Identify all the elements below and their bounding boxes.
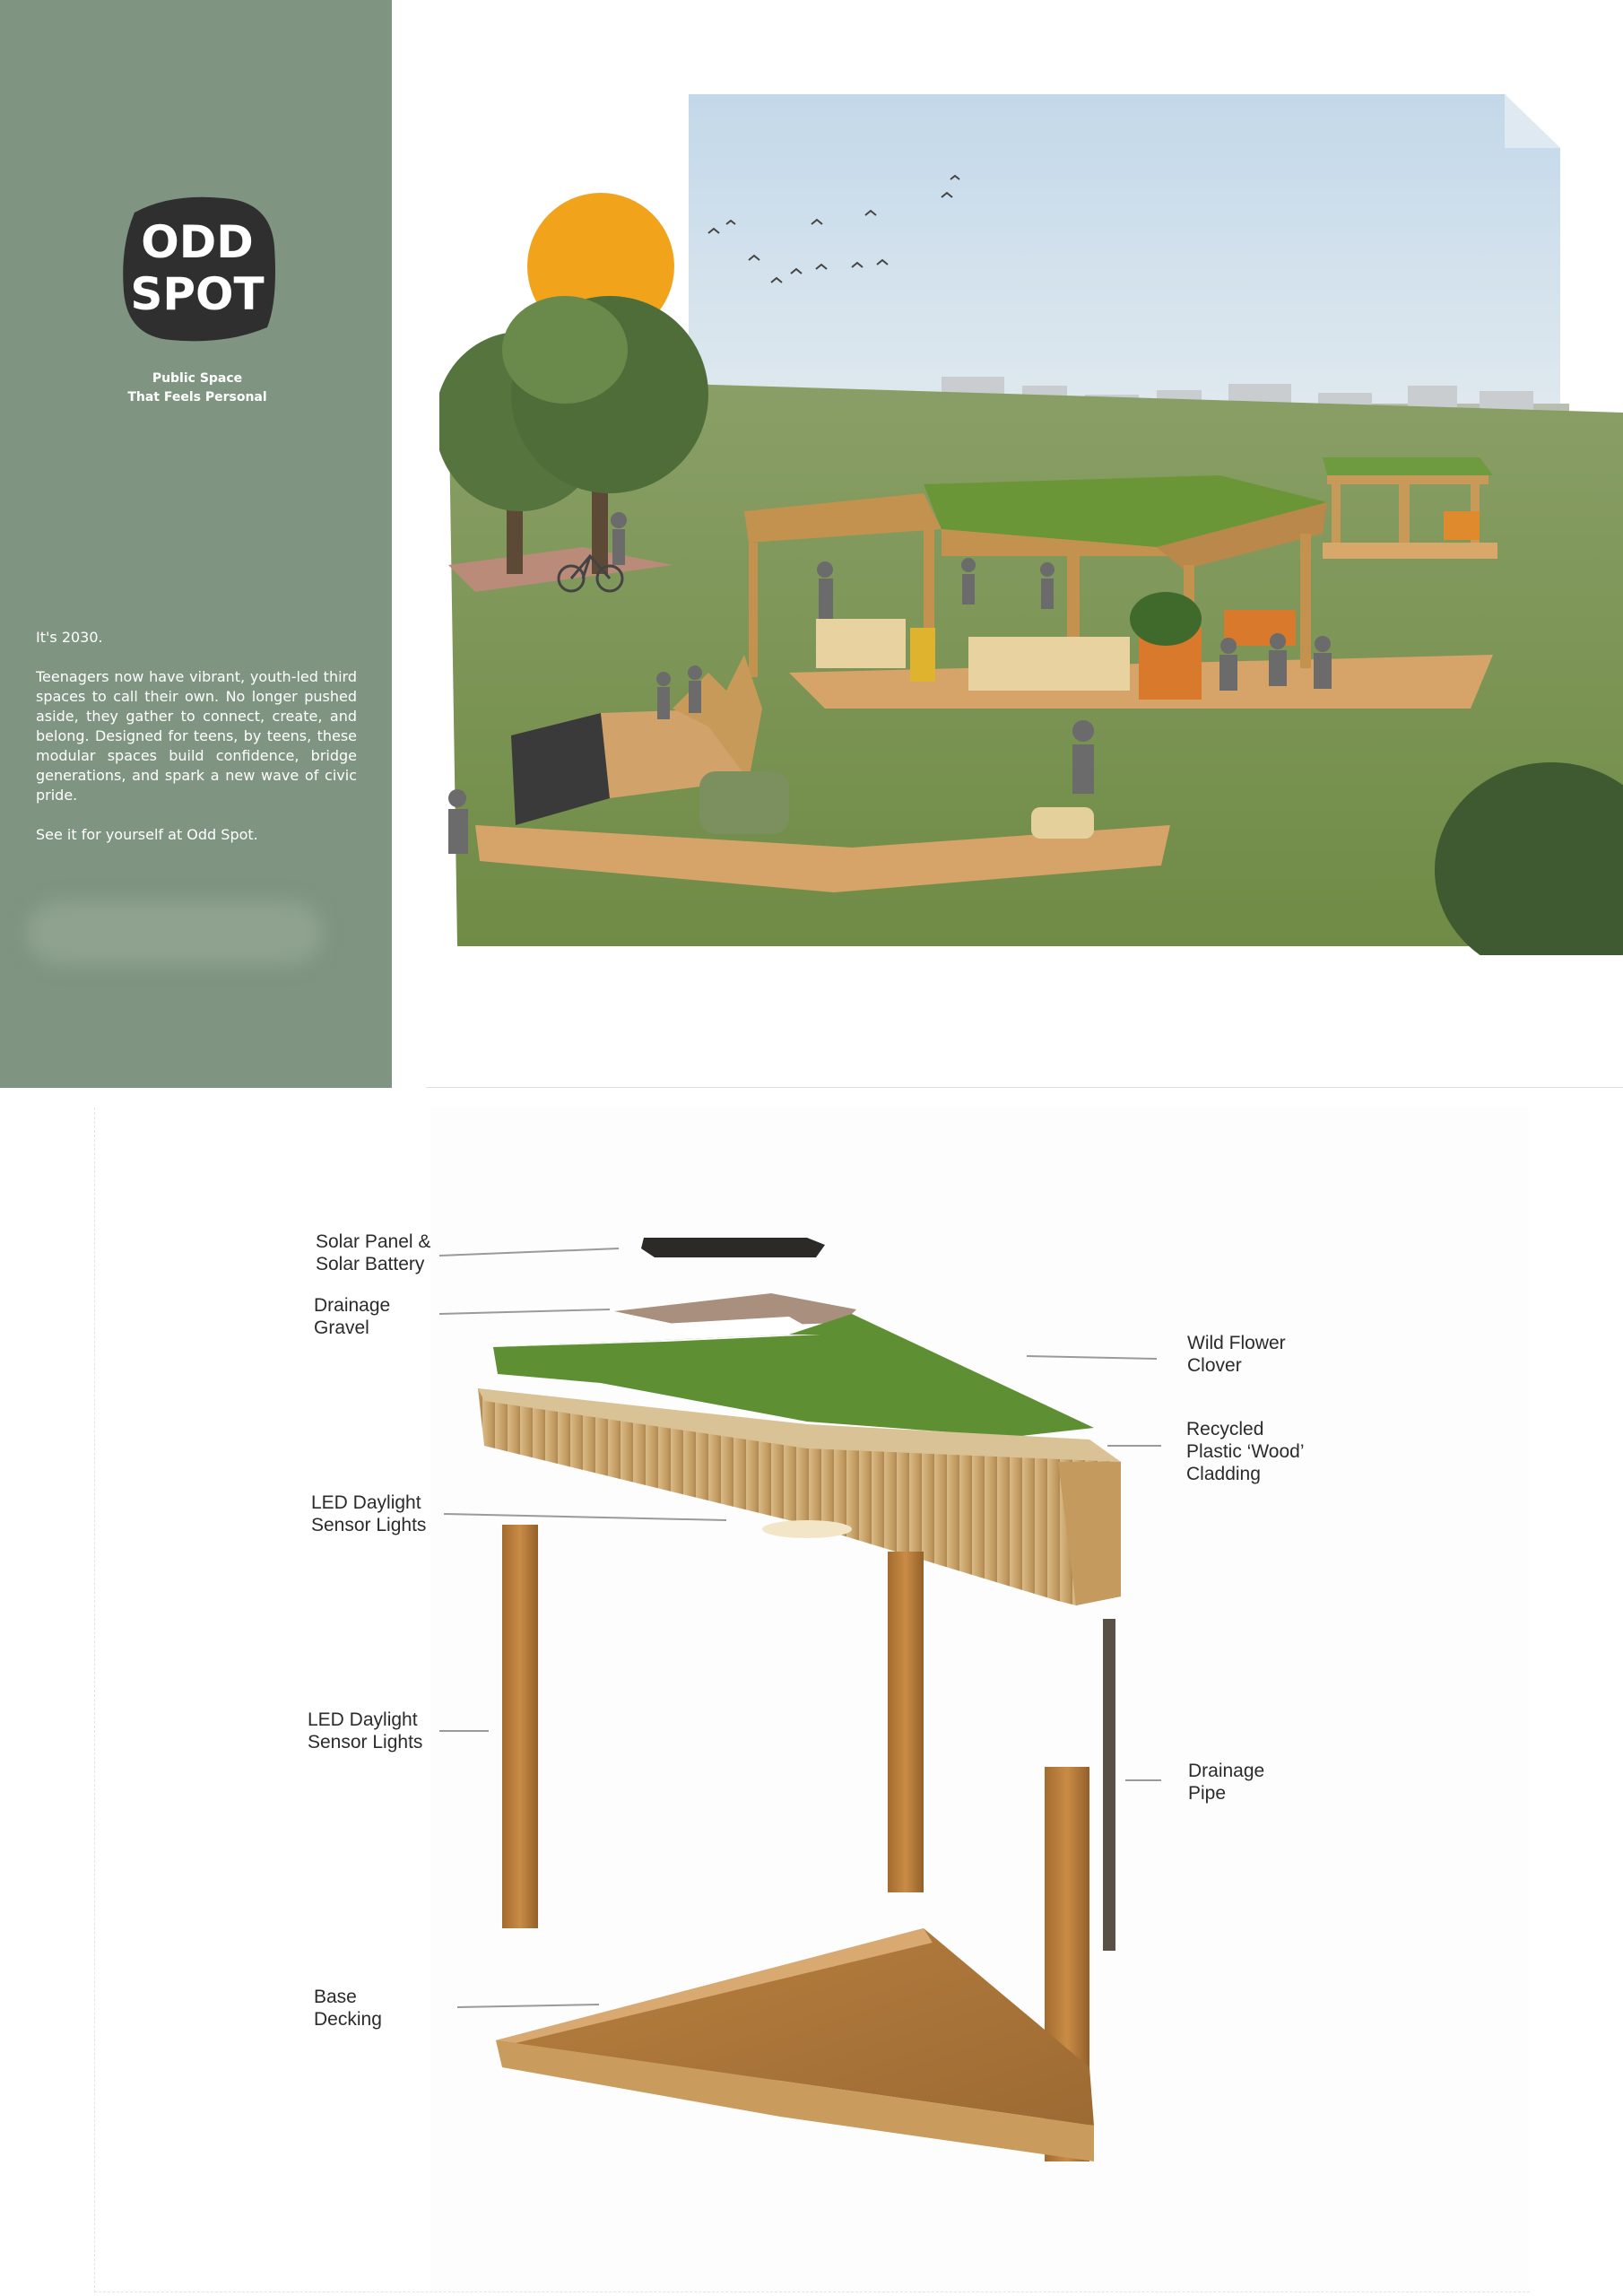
label-flower-line-1: Wild Flower xyxy=(1187,1333,1286,1353)
label-recycled-cladding xyxy=(1186,1418,1305,1485)
led-glow xyxy=(762,1520,852,1538)
label-led-lights-top xyxy=(311,1492,426,1536)
label-cladding-line-1: Recycled xyxy=(1186,1419,1264,1439)
label-solar-panel xyxy=(316,1231,430,1275)
svg-text:SPOT: SPOT xyxy=(130,268,265,320)
intro-body: Teenagers now have vibrant, youth-led third spaces to call their own. No longer pushed aside, they gather to connect, create, and belong. Designed for teens, by teens, these modular spaces build confidence, bridge generations, and spark a new wave of civic pride. xyxy=(36,668,357,804)
section-divider xyxy=(426,1087,1623,1088)
label-solar-line-1: Solar Panel & xyxy=(316,1231,431,1252)
odd-spot-logo xyxy=(117,193,278,345)
drainage-pipe xyxy=(1103,1619,1115,1951)
side-panel xyxy=(0,0,392,1088)
label-led-mid-line-2: Sensor Lights xyxy=(308,1732,423,1752)
label-gravel-line-1: Drainage xyxy=(314,1295,391,1316)
base-decking xyxy=(496,1928,1094,2161)
intro-cta: See it for yourself at Odd Spot. xyxy=(36,826,258,843)
label-led-top-line-1: LED Daylight xyxy=(311,1492,421,1513)
intro-year: It's 2030. xyxy=(36,629,103,646)
post-left xyxy=(502,1525,538,1928)
label-pipe-line-1: Drainage xyxy=(1188,1761,1265,1781)
tagline xyxy=(90,370,305,407)
label-gravel-line-2: Gravel xyxy=(314,1318,369,1338)
blurred-element xyxy=(27,901,323,964)
label-base-line-2: Decking xyxy=(314,2009,382,2030)
label-drainage-pipe xyxy=(1188,1760,1264,1805)
label-drainage-gravel xyxy=(314,1294,390,1339)
svg-text:ODD: ODD xyxy=(141,216,254,268)
intro-text xyxy=(36,628,357,865)
label-pipe-line-2: Pipe xyxy=(1188,1783,1227,1804)
label-led-top-line-2: Sensor Lights xyxy=(311,1515,427,1535)
post-middle xyxy=(888,1552,924,1892)
label-solar-line-2: Solar Battery xyxy=(316,1254,425,1274)
label-cladding-line-2: Plastic ‘Wood’ xyxy=(1186,1441,1305,1462)
label-flower-line-2: Clover xyxy=(1187,1355,1242,1376)
tagline-line-1: Public Space xyxy=(152,371,243,386)
label-led-lights-middle xyxy=(308,1709,422,1753)
tagline-line-2: That Feels Personal xyxy=(127,390,267,404)
park-scene-render xyxy=(439,81,1623,955)
label-base-decking xyxy=(314,1986,382,2031)
solar-panel xyxy=(641,1238,825,1257)
label-led-mid-line-1: LED Daylight xyxy=(308,1709,418,1730)
label-cladding-line-3: Cladding xyxy=(1186,1464,1261,1484)
label-base-line-1: Base xyxy=(314,1987,357,2007)
label-wildflower-clover xyxy=(1187,1332,1286,1377)
exploded-pavilion-diagram xyxy=(269,1193,1345,2206)
